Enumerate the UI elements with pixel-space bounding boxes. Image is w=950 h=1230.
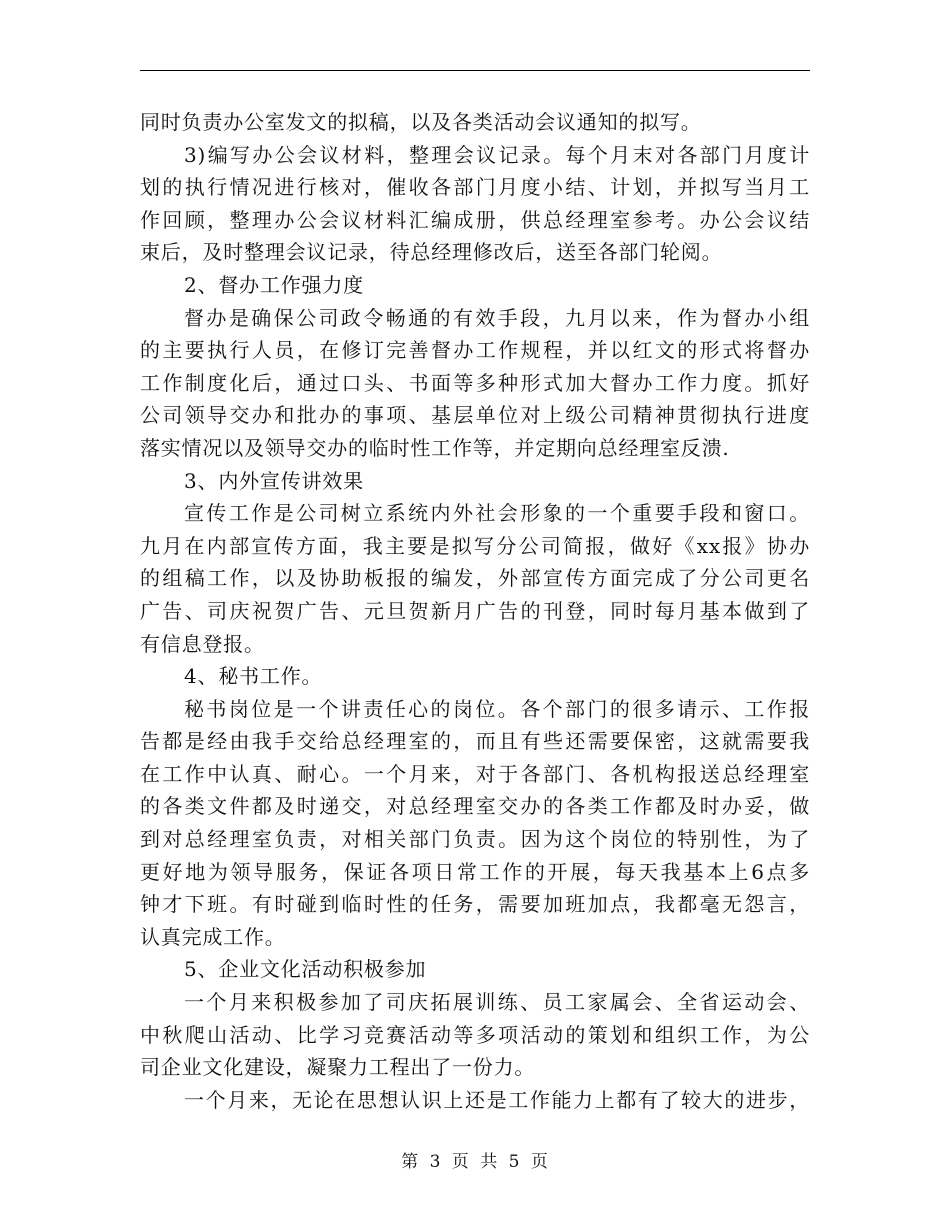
text-line: 作回顾，整理办公会议材料汇编成册，供总经理室参考。办公会议结 (140, 207, 810, 232)
text-line: 司企业文化建设，凝聚力工程出了一份力。 (140, 1055, 536, 1080)
text-line: 在工作中认真、耐心。一个月来，对于各部门、各机构报送总经理室 (140, 761, 810, 786)
text-line: 更好地为领导服务，保证各项日常工作的开展，每天我基本上6点多 (140, 859, 810, 884)
text-line: 同时负责办公室发文的拟稿，以及各类活动会议通知的拟写。 (140, 110, 702, 134)
text-line: 划的执行情况进行核对，催收各部门月度小结、计划，并拟写当月工 (140, 175, 810, 200)
text-line: 广告、司庆祝贺广告、元旦贺新月广告的刊登，同时每月基本做到了 (140, 598, 810, 623)
text-line: 3)编写办公会议材料，整理会议记录。每个月末对各部门月度计 (184, 142, 810, 167)
text-line: 2、督办工作强力度 (184, 272, 364, 297)
text-line: 认真完成工作。 (140, 924, 286, 949)
text-line: 4、秘书工作。 (184, 664, 323, 689)
text-line: 有信息登报。 (140, 631, 265, 656)
text-line: 一个月来，无论在思想认识上还是工作能力上都有了较大的进步， (184, 1087, 810, 1112)
text-line: 5、企业文化活动积极参加 (184, 957, 427, 982)
text-line: 工作制度化后，通过口头、书面等多种形式加大督办工作力度。抓好 (140, 370, 810, 395)
text-line: 钟才下班。有时碰到临时性的任务，需要加班加点，我都毫无怨言， (140, 892, 810, 917)
text-line: 落实情况以及领导交办的临时性工作等，并定期向总经理室反溃. (140, 435, 730, 460)
text-line: 3、内外宣传讲效果 (184, 468, 364, 493)
page-number: 第 3 页 共 5 页 (401, 1152, 549, 1172)
text-line: 束后，及时整理会议记录，待总经理修改后，送至各部门轮阅。 (140, 240, 723, 265)
text-line: 公司领导交办和批办的事项、基层单位对上级公司精神贯彻执行进度 (140, 403, 810, 428)
text-line: 九月在内部宣传方面，我主要是拟写分公司简报，做好《xx报》协办 (140, 533, 810, 558)
document-body (140, 106, 810, 1116)
text-line: 秘书岗位是一个讲责任心的岗位。各个部门的很多请示、工作报 (184, 696, 810, 721)
text-line: 到对总经理室负责，对相关部门负责。因为这个岗位的特别性，为了 (140, 827, 810, 852)
text-line: 中秋爬山活动、比学习竞赛活动等多项活动的策划和组织工作，为公 (140, 1022, 810, 1047)
text-line: 告都是经由我手交给总经理室的，而且有些还需要保密，这就需要我 (140, 729, 810, 754)
text-line: 的组稿工作，以及协助板报的编发，外部宣传方面完成了分公司更名 (140, 566, 810, 591)
text-line: 的主要执行人员，在修订完善督办工作规程，并以红文的形式将督办 (140, 338, 810, 363)
text-line: 的各类文件都及时递交，对总经理室交办的各类工作都及时办妥，做 (140, 794, 810, 819)
text-line: 督办是确保公司政令畅通的有效手段，九月以来，作为督办小组 (184, 305, 810, 330)
text-line: 宣传工作是公司树立系统内外社会形象的一个重要手段和窗口。 (184, 501, 810, 526)
text-line: 一个月来积极参加了司庆拓展训练、员工家属会、全省运动会、 (184, 990, 810, 1015)
header-rule (140, 70, 810, 71)
